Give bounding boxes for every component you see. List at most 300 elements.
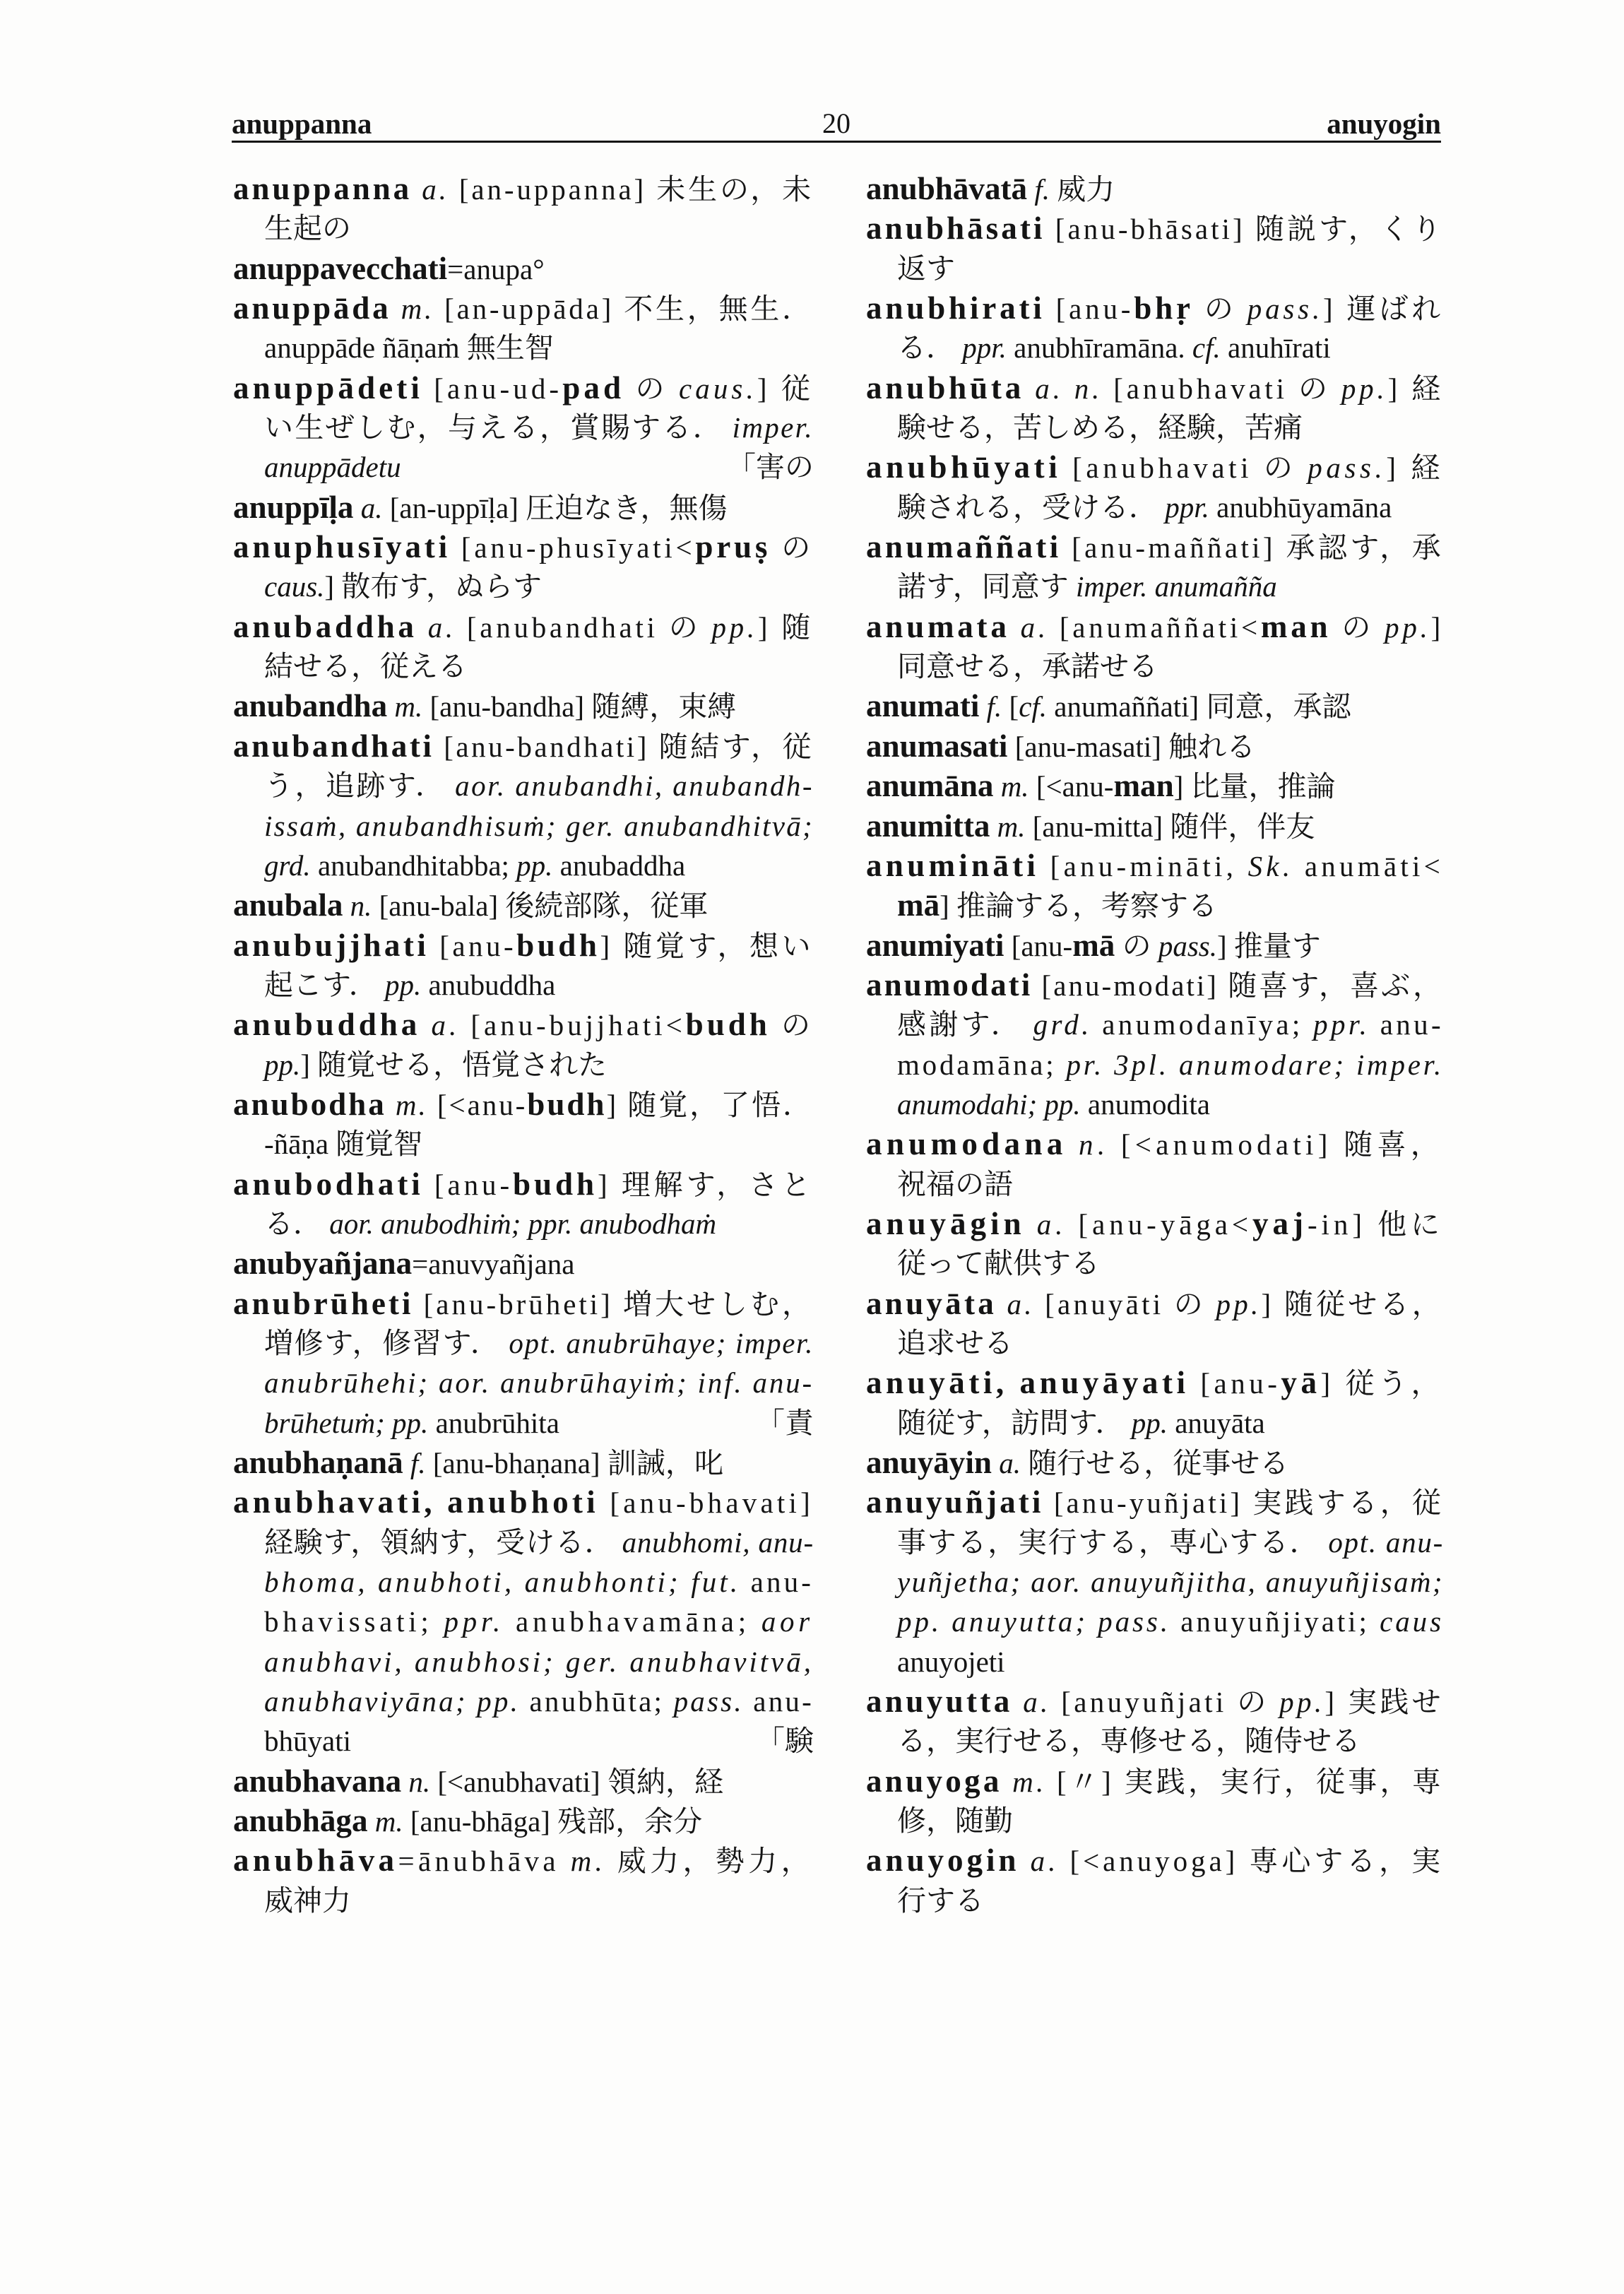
dictionary-entry [866,1284,1444,1364]
definition-text: の [1115,929,1158,962]
definition-text [387,690,394,723]
grammar-italic: caus [1380,1605,1444,1638]
definition-text: 事する，実行する，専心する． [897,1525,1329,1559]
headword: anubhāsati [866,211,1045,247]
entry-continuation-line [233,1363,814,1402]
grammar-italic: aor [761,1605,814,1638]
definition-text: anuyojeti [897,1645,1005,1678]
definition-text: 修，随勤 [897,1804,1013,1838]
definition-text: [anuyuñjati の [1050,1686,1280,1719]
definition-text: [<anubhavati] 領納，経 [430,1765,723,1798]
grammar-italic: anubhaviyāna; pp. [264,1685,521,1718]
definition-text: [an-uppīḷa] 圧迫なき，無傷 [382,491,728,524]
line-text [264,965,555,1005]
entry-continuation-line [233,965,814,1005]
entry-continuation-line [866,1562,1444,1602]
root-bold: budh [685,1007,771,1043]
entry-continuation-line [233,1403,814,1443]
definition-text: anuhīrati [1220,331,1331,365]
entry-head-line [866,766,1444,805]
dictionary-entry [233,607,814,687]
grammar-italic: cf. [1192,331,1221,365]
grammar-italic: cf. [1019,690,1048,723]
definition-text: 験される，受ける． [897,490,1166,524]
definition-text [1025,1208,1036,1241]
dictionary-entry [233,1840,814,1920]
definition-text [1019,1845,1030,1877]
right-column [866,169,1444,1920]
headword: anuyutta [866,1684,1013,1720]
definition-text: anu- [743,1685,814,1718]
entry-head-line [233,686,814,726]
definition-text: [<anu- [1029,770,1114,803]
dictionary-entry [233,1801,814,1840]
grammar-italic: a. [1036,1207,1067,1241]
grammar-italic: a. [360,491,383,524]
definition-text: bhavissati; [264,1605,444,1638]
grammar-italic: f. [410,1447,426,1479]
root-bold: pad [562,369,625,406]
running-head-last-entry: anuyogin [1327,107,1441,140]
entry-continuation-line [866,1881,1444,1920]
line-text [866,926,1321,966]
definition-text: 追求せる [897,1326,1013,1359]
line-text [233,1284,814,1324]
grammar-italic: n. [408,1765,431,1798]
line-text [264,846,685,885]
definition-text: ] 経 [1387,372,1444,405]
line-text [233,1084,814,1125]
entry-head-line [866,1363,1444,1402]
definition-text: [anu-yuñjati] 実践する，従 [1043,1486,1444,1520]
entry-head-line [866,1124,1444,1164]
headword: anumaññati [866,529,1062,565]
line-text [897,1084,1210,1124]
headword: anuyāyin [866,1445,992,1480]
line-text [264,408,814,447]
line-text [264,328,554,367]
entry-continuation-line [233,1881,814,1920]
dictionary-entry [233,726,814,885]
definition-text: [anu-phusīyati< [450,531,696,564]
line-text [233,368,814,408]
definition-text: の [1193,292,1247,326]
headword: anubhāvatā [866,171,1028,206]
headword: anuppanna [233,171,413,206]
grammar-italic: pp. [711,610,758,644]
grammar-italic: pp. [1385,610,1431,644]
grammar-italic: anuppādetu [264,451,401,484]
definition-text [343,889,350,922]
definition-text: anubhūta; [520,1685,674,1718]
entry-head-line [233,1164,814,1204]
definition-text: anubhavamāna; [504,1605,761,1638]
definition-text: [anu- [423,1168,514,1201]
entry-head-line [233,1482,814,1522]
entry-continuation-line [866,1523,1444,1562]
dictionary-entry [233,1761,814,1801]
definition-text: -ñāṇa 随覚智 [264,1128,423,1161]
definition-text: 従って献供する [897,1247,1100,1280]
entry-head-line [233,1084,814,1124]
headword: anuyoga [866,1763,1002,1799]
grammar-italic: a. [1020,610,1049,644]
entry-continuation-line [233,646,814,686]
grammar-italic: pp. [1341,372,1388,405]
definition-text: ] 経 [1386,451,1444,485]
definition-text: anuppāde ñāṇaṁ 無生智 [264,331,554,365]
line-text [866,208,1444,249]
line-text [866,806,1315,846]
dictionary-entry [866,1761,1444,1841]
line-text [866,527,1444,567]
entry-head-line [233,1801,814,1840]
line-text [866,766,1336,806]
line-text [866,726,1255,767]
entry-head-line [866,1840,1444,1880]
definition-text: 同意せる，承諾せる [897,650,1158,683]
dictionary-entry [866,527,1444,607]
grammar-italic: ppr. [1165,490,1209,524]
line-text [264,208,351,248]
definition-text [1002,1766,1013,1798]
definition-text: anubuddha [421,968,556,1001]
definition-text: anuyāta [1167,1406,1265,1439]
definition-text: [anu- [1189,1367,1281,1400]
grammar-italic: anumodahi; pp. [897,1087,1081,1121]
dictionary-entry [866,846,1444,926]
entry-continuation-line [233,766,814,805]
grammar-italic: pp. anuyutta; pass. [897,1605,1171,1638]
line-text [897,1403,1265,1443]
definition-text: [anu-bhāga] 残部，余分 [403,1805,703,1838]
root-bold: mā [1072,927,1115,963]
headword: anubhaṇanā [233,1445,403,1480]
dictionary-entry [233,1284,814,1443]
dictionary-entry [233,288,814,368]
grammar-italic: n. [350,889,372,923]
headword: anuyāta [866,1285,997,1321]
entry-continuation-line [233,846,814,885]
grammar-italic: m. [1012,1765,1047,1798]
dictionary-entry [233,1084,814,1164]
headword: anubhāga [233,1803,368,1839]
entry-continuation-line [233,806,814,846]
entry-continuation-line [866,1323,1444,1363]
definition-text: [anubhavati の [1103,372,1341,405]
entry-continuation-line [233,447,814,487]
grammar-italic: pp. [384,968,422,1001]
line-text [233,1840,814,1881]
carried-over-text: 「験 [756,1725,814,1758]
entry-continuation-line [866,1005,1444,1044]
line-text [866,169,1115,209]
dictionary-entry [866,1482,1444,1681]
grammar-italic: pass. [1158,929,1217,962]
line-text [233,1482,814,1523]
line-text [866,965,1444,1005]
line-text [897,487,1392,527]
dictionary-entry [233,885,814,925]
definition-text [1013,1686,1024,1718]
dictionary-entry [866,288,1444,368]
line-text [897,1523,1444,1562]
definition-text: の [1331,610,1385,644]
entry-continuation-line [233,1204,814,1243]
entry-head-line [866,1761,1444,1801]
grammar-italic: pp. [1131,1406,1168,1439]
definition-text: 威力 [1049,173,1115,206]
entry-head-line [866,846,1444,885]
headword: anuyogin [866,1843,1020,1879]
line-text [866,1363,1444,1403]
headword: anubujjhati [233,927,429,963]
grammar-italic: m. [570,1845,607,1878]
grammar-italic: m. [1000,770,1029,803]
headword: anubandha [233,688,388,724]
definition-text: anu- [1370,1008,1444,1041]
definition-text [1027,173,1034,206]
grammar-italic: a. [431,1009,461,1042]
dictionary-entry [866,965,1444,1124]
headword: anuyāti, anuyāyati [866,1365,1190,1401]
definition-text: [anu-bandhati] 随結す，従 [434,730,814,763]
definition-text: [anu-modati] 随喜す，喜ぶ， [1032,969,1444,1002]
entry-head-line [866,447,1444,487]
entry-continuation-line [866,1403,1444,1443]
grammar-italic: brūhetuṁ; pp. [264,1406,429,1439]
definition-text: る． [897,331,963,365]
grammar-italic: m. [395,1088,428,1121]
definition-text [992,1447,999,1479]
line-text [233,527,814,567]
definition-text: =anuvyañjana [412,1248,575,1281]
entry-continuation-line [233,328,814,367]
dictionary-entry [233,1243,814,1283]
line-text [866,1681,1444,1722]
line-text [264,1602,814,1641]
entry-head-line [233,885,814,925]
entry-head-line [233,368,814,408]
definition-text: anubaddha [552,849,686,882]
headword: anubhavati, anubhoti [233,1484,599,1520]
entry-head-line [866,607,1444,646]
entry-continuation-line [233,1562,814,1602]
entry-continuation-line [866,408,1444,447]
line-text [897,1721,1361,1761]
definition-text: anubhīramāna. [1006,331,1192,365]
definition-text: 行する [897,1884,984,1917]
entry-head-line [866,806,1444,846]
line-text [233,885,708,926]
definition-text: [anu- [1004,929,1073,962]
headword: anubuddha [233,1007,421,1043]
headword: anumināti [866,847,1040,883]
line-text [897,249,955,288]
entry-head-line [866,926,1444,965]
definition-text: bhūyati [264,1725,351,1758]
entry-head-line [866,1482,1444,1522]
definition-text: 起こす． [264,968,385,1001]
entry-continuation-line [866,1243,1444,1283]
dictionary-entry [866,169,1444,208]
definition-text: [an-uppāda] 不生，無生． [434,292,814,326]
definition-text: ] 随覚，了悟． [606,1088,814,1121]
dictionary-entry [866,607,1444,687]
grammar-italic: ppr. [962,331,1007,365]
definition-text: [anu-bhavati] [598,1486,814,1520]
entry-continuation-line [866,1642,1444,1681]
dictionary-entry [233,1482,814,1761]
grammar-italic: grd. [1033,1008,1092,1041]
definition-text: =anupa° [447,252,545,285]
line-text [897,1801,1013,1840]
line-text [866,846,1444,886]
root-bold: yā [1281,1365,1321,1401]
dictionary-entry [233,926,814,1005]
definition-text: う，追跡す． [264,769,456,803]
entry-continuation-line [866,1721,1444,1761]
line-text [264,1323,814,1363]
definition-text: anubandhitabba; [310,849,517,882]
entry-continuation-line [866,567,1444,606]
entry-continuation-line [866,1084,1444,1124]
entry-head-line [866,288,1444,328]
line-text [866,1761,1444,1802]
entry-head-line [866,1681,1444,1721]
headword: anubodha [233,1086,386,1122]
line-text [897,885,1217,926]
dictionary-entry [866,1443,1444,1482]
grammar-italic: anubhomi, anu- [622,1525,814,1559]
definition-text: -in] 他に [1307,1207,1444,1241]
line-text [233,487,727,528]
line-text [866,368,1444,408]
headword: anubyañjana [233,1246,413,1282]
grammar-italic: pp. [1216,1287,1262,1320]
grammar-italic: a. [1030,1845,1060,1878]
header-rule [232,141,1441,143]
entry-continuation-line [233,1721,814,1761]
line-text [264,1204,716,1243]
headword: anuppavecchati [233,250,448,286]
entry-continuation-line [233,408,814,447]
entry-head-line [866,1204,1444,1243]
headword: anumodati [866,966,1033,1003]
line-text [264,1642,814,1681]
definition-text: [anu-brūheti] 増大せしむ， [413,1287,814,1320]
definition-text: ] [1430,610,1444,644]
definition-text: 験せる，苦しめる，経験，苦痛 [897,411,1303,444]
grammar-italic: yuñjetha; aor. anuyuñjitha, anuyuñjisaṁ; [897,1566,1444,1599]
grammar-italic: pp. [1279,1686,1325,1719]
line-text [897,1562,1444,1602]
definition-text: ] 実践せ [1324,1686,1444,1719]
grammar-italic: Sk. [1247,849,1294,882]
root-bold: man [1260,608,1332,644]
grammar-italic: pr. 3pl. anumodare; imper. [1066,1048,1444,1081]
definition-text [1024,372,1035,405]
definition-text: の [771,531,814,564]
grammar-italic: m. [374,1805,403,1838]
definition-text: ] 比量，推論 [1173,770,1336,803]
line-text [233,1164,814,1205]
dictionary-entry [866,926,1444,965]
grammar-italic: imper. [732,411,814,444]
definition-text: 返す [897,252,955,285]
entry-head-line [866,965,1444,1005]
grammar-italic: pp. [264,1048,301,1081]
entry-head-line [233,1284,814,1323]
definition-text: 諾す，同意す [897,570,1076,603]
headword: anuyuñjati [866,1484,1044,1520]
line-text [866,1124,1444,1164]
entry-continuation-line [233,1602,814,1641]
dictionary-entry [866,1124,1444,1204]
definition-text [1010,611,1021,644]
definition-text: [anu-yāga< [1067,1207,1252,1241]
grammar-italic: a. [427,610,456,644]
entry-continuation-line [866,249,1444,288]
grammar-italic: pass. [1247,292,1324,326]
headword: anubala [233,887,343,923]
definition-text: [anu-bhāsati] 随説す，くり [1045,213,1444,246]
grammar-italic: imper. anumañña [1075,570,1277,603]
definition-text [386,1089,396,1121]
entry-continuation-line [866,1164,1444,1204]
line-text [233,1761,723,1802]
entry-continuation-line [233,1642,814,1681]
definition-text: ] 理解す，さと [598,1168,814,1201]
entry-head-line [233,1005,814,1044]
entry-head-line [866,527,1444,567]
dictionary-entry [233,1443,814,1482]
line-text [264,1523,814,1562]
definition-text: 経験す，領納す，受ける． [264,1525,622,1559]
headword: anumāna [866,768,994,804]
line-text [866,1443,1288,1483]
definition-text: [ [1002,690,1019,723]
definition-text [368,1805,375,1838]
line-text [233,1801,702,1841]
definition-text: 威神力 [264,1884,351,1917]
line-text [897,408,1303,447]
grammar-italic: caus. [264,570,325,603]
root-bold: budh [516,927,600,963]
definition-text: [anu-maññati] 承認す，承 [1061,531,1444,564]
line-text [233,686,736,726]
dictionary-entry [233,249,814,288]
entry-head-line [866,208,1444,248]
definition-text: [〃] 実践，実行，従事，専 [1046,1765,1444,1798]
running-header [232,106,1441,141]
dictionary-entry [866,368,1444,448]
entry-head-line [233,169,814,208]
entry-continuation-line [233,1124,814,1164]
line-text [264,447,401,487]
definition-text: [anu-bhaṇana] 訓誡，叱 [425,1447,723,1479]
definition-text: anubrūhita [428,1406,559,1439]
line-text [264,766,814,805]
line-text [233,1005,814,1045]
dictionary-entry [866,1840,1444,1920]
definition-text: anubhūyamāna [1209,490,1392,524]
definition-text [420,1009,431,1041]
grammar-italic: opt. anubrūhaye; imper. [509,1326,814,1359]
line-text [897,567,1277,606]
entry-continuation-line [233,1681,814,1721]
headword: anumiyati [866,927,1004,963]
